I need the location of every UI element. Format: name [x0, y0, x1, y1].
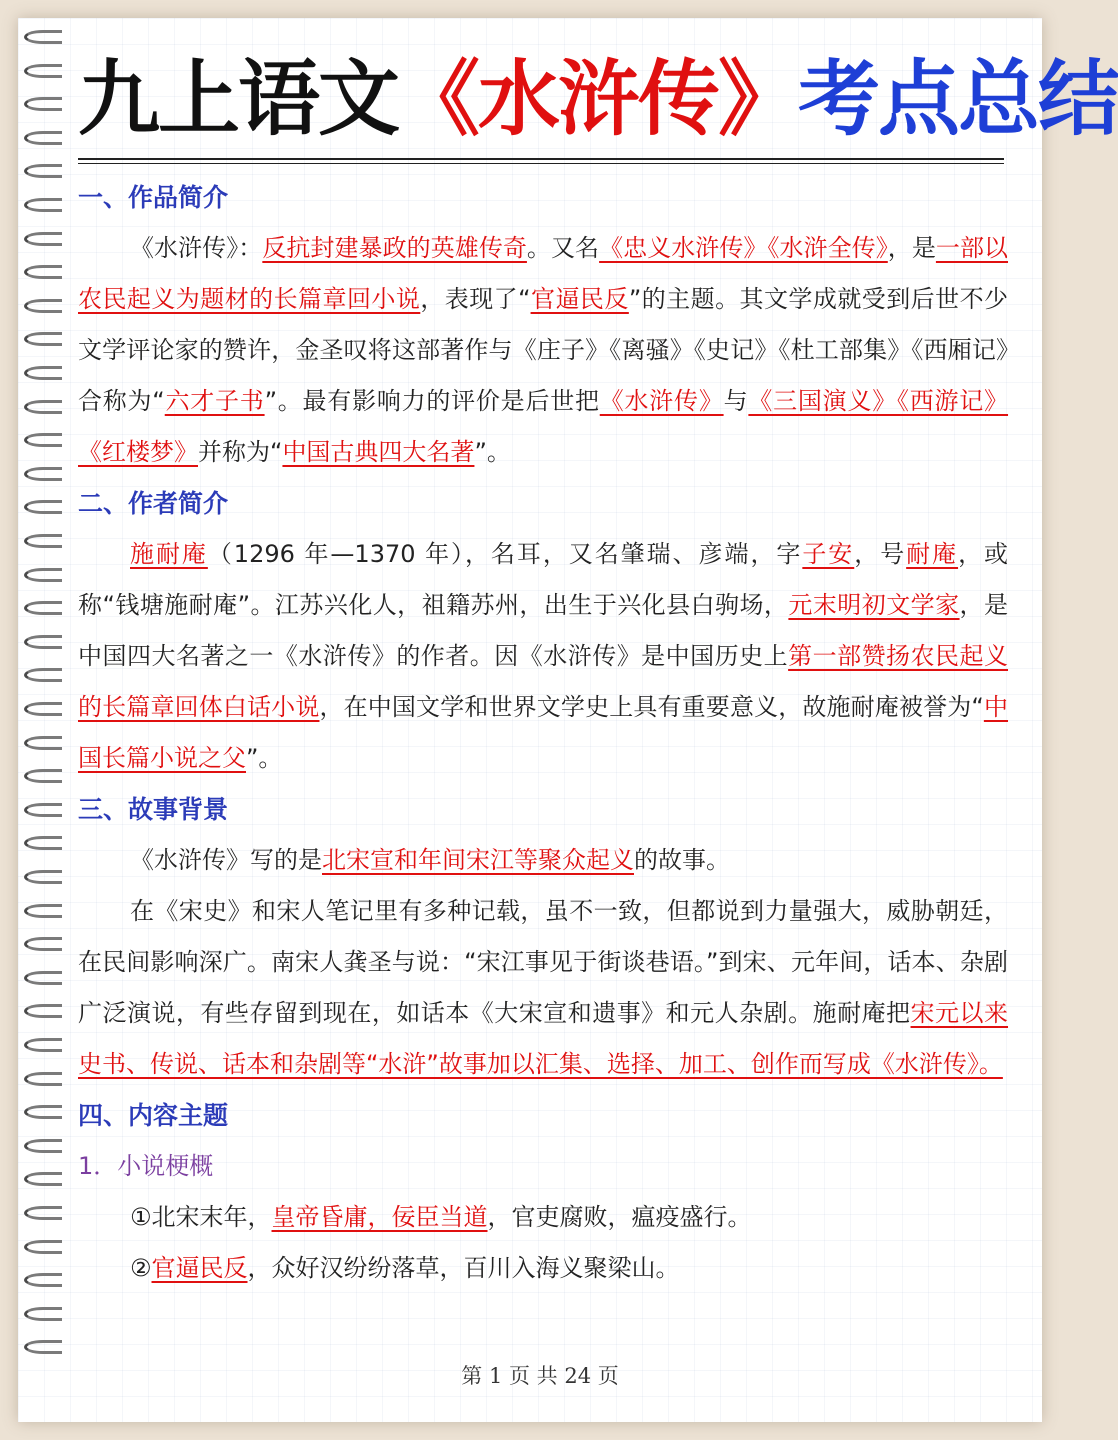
key-point: 北宋宣和年间宋江等聚众起义 [322, 846, 634, 874]
key-point: 皇帝昏庸，佞臣当道 [271, 1203, 488, 1231]
binding-ring [24, 971, 62, 985]
binding-ring [24, 836, 62, 850]
key-point: 官逼民反 [151, 1254, 248, 1282]
key-point: 一部以农民起义为题材的长篇章回小说 [78, 234, 1009, 313]
list-item [78, 1243, 1008, 1294]
page-title [78, 50, 1118, 150]
section-heading-intro: 一、作品简介 [78, 183, 229, 212]
text: 《水浒传》写的是 [130, 846, 322, 874]
binding-ring [24, 870, 62, 884]
title-divider [78, 158, 1004, 160]
section-heading-author: 二、作者简介 [78, 489, 229, 518]
binding-ring [24, 265, 62, 279]
key-point: 元末明初文学家 [788, 591, 960, 619]
binding-ring [24, 1307, 62, 1321]
binding-ring [24, 1172, 62, 1186]
key-point: 中国古典四大名著 [282, 438, 475, 466]
key-point: 宋元以来史书、传说、话本和杂剧等“水浒”故事加以汇集、选择、加工、创作而写成《水浒传》。 [78, 999, 1009, 1078]
title-part-summary: 考点总结 [798, 52, 1118, 147]
binding-ring [24, 668, 62, 682]
text: 。又名 [526, 234, 600, 262]
binding-ring [24, 937, 62, 951]
section-paragraph-background-1 [78, 835, 1008, 886]
key-point: 六才子书 [164, 387, 265, 415]
text: ，众好汉纷纷落草，百川入海义聚梁山。 [247, 1254, 680, 1282]
section-heading-background: 三、故事背景 [78, 795, 229, 824]
key-point: 《忠义水浒传》《水浒全传》 [599, 234, 888, 262]
text: ，表现了“ [420, 285, 531, 313]
list-item [78, 1192, 1008, 1243]
text: ，是中国四大名著之一《水浒传》的作者。因《水浒传》是中国历史上 [78, 591, 1008, 670]
text: ”的主题。其文学成就受到后世不少文学评论家的赞许，金圣叹将这部著作与《庄子》《离骚》《史记》《杜工部集》《西厢记》合称为“ [78, 285, 1009, 415]
binding-ring [24, 332, 62, 346]
key-point: 《水浒传》 [599, 387, 724, 415]
binding-ring [24, 1038, 62, 1052]
section-paragraph-author [78, 529, 1008, 784]
binding-ring [24, 467, 62, 481]
section-paragraph-intro [78, 223, 1008, 478]
text: 并称为“ [198, 438, 283, 466]
page-number: 第 1 页 共 24 页 [461, 1364, 619, 1388]
binding-ring [24, 1273, 62, 1287]
text: 与 [723, 387, 749, 415]
binding-ring [24, 500, 62, 514]
text: ，官吏腐败，瘟疫盛行。 [487, 1203, 752, 1231]
text: 在《宋史》和宋人笔记里有多种记载，虽不一致，但都说到力量强大，威胁朝廷，在民间影响深广。南宋人龚圣与说：“宋江事见于街谈巷语。”到宋、元年间，话本、杂剧广泛演说，有些存留到现在，如话本《大宋宣和遗事》和元人杂剧。施耐庵把 [78, 897, 1008, 1027]
text: ①北宋末年， [130, 1203, 272, 1231]
binding-ring [24, 299, 62, 313]
text: ，号 [854, 540, 907, 568]
binding-ring [24, 904, 62, 918]
binding-ring [24, 601, 62, 615]
binding-ring [24, 769, 62, 783]
binding-ring [24, 232, 62, 246]
key-point: 第一部赞扬农民起义的长篇章回体白话小说 [78, 642, 1009, 721]
key-point: 中国长篇小说之父 [78, 693, 1009, 772]
key-point: 施耐庵 [130, 540, 208, 568]
spiral-binding [24, 30, 74, 1410]
key-point: 官逼民反 [530, 285, 629, 313]
binding-ring [24, 30, 62, 44]
binding-ring [24, 64, 62, 78]
binding-ring [24, 131, 62, 145]
text: ”。 [246, 744, 283, 772]
title-part-subject: 九上语文 [78, 52, 399, 147]
key-point: 耐庵 [906, 540, 959, 568]
text: ，在中国文学和世界文学史上具有重要意义，故施耐庵被誉为“ [319, 693, 984, 721]
section-paragraph-background-2 [78, 886, 1008, 1090]
text: ，是 [887, 234, 936, 262]
text: ② [130, 1254, 152, 1282]
key-point: 子安 [802, 540, 855, 568]
binding-ring [24, 1105, 62, 1119]
binding-ring [24, 1004, 62, 1018]
text: 的故事。 [634, 846, 730, 874]
binding-ring [24, 1139, 62, 1153]
document-body [78, 172, 1008, 1294]
subheading-synopsis: 1．小说梗概 [78, 1152, 214, 1180]
binding-ring [24, 1206, 62, 1220]
text: ”。 [474, 438, 511, 466]
text: （1296 年—1370 年），名耳，又名肇瑞、彦端，字 [207, 540, 803, 568]
key-point: 《三国演义》《西游记》《红楼梦》 [78, 387, 1009, 466]
title-part-book: 《水浒传》 [398, 52, 799, 147]
binding-ring [24, 164, 62, 178]
binding-ring [24, 736, 62, 750]
binding-ring [24, 400, 62, 414]
binding-ring [24, 433, 62, 447]
binding-ring [24, 635, 62, 649]
key-point: 反抗封建暴政的英雄传奇 [262, 234, 527, 262]
binding-ring [24, 1240, 62, 1254]
binding-ring [24, 803, 62, 817]
text: ”。最有影响力的评价是后世把 [264, 387, 600, 415]
binding-ring [24, 534, 62, 548]
binding-ring [24, 366, 62, 380]
text: ，或称“钱塘施耐庵”。江苏兴化人，祖籍苏州，出生于兴化县白驹场， [78, 540, 1009, 619]
section-heading-content: 四、内容主题 [78, 1101, 229, 1130]
title-divider-thin [78, 163, 1004, 164]
binding-ring [24, 1072, 62, 1086]
binding-ring [24, 702, 62, 716]
text: 《水浒传》： [130, 234, 263, 262]
binding-ring [24, 97, 62, 111]
binding-ring [24, 198, 62, 212]
binding-ring [24, 1340, 62, 1354]
binding-ring [24, 568, 62, 582]
